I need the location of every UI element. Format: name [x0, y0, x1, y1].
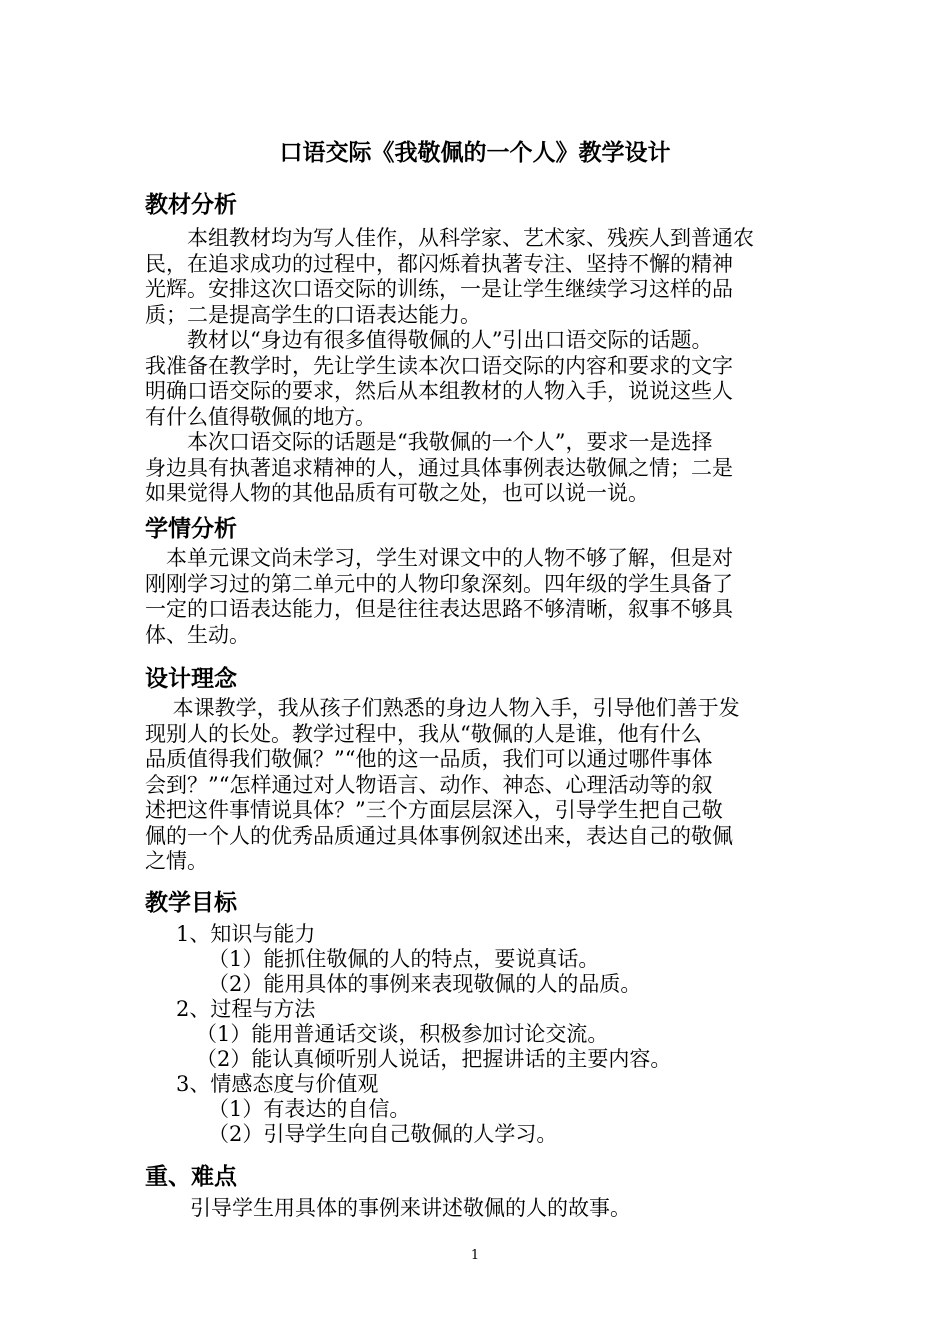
text-line: 之情。: [145, 849, 208, 873]
text-line: 刚刚学习过的第二单元中的人物印象深刻。四年级的学生具备了: [145, 571, 733, 596]
text-line: 身边具有执著追求精神的人，通过具体事例表达敬佩之情；二是: [145, 455, 733, 480]
goal-2b: （2）能认真倾听别人说话，把握讲话的主要内容。: [196, 1047, 672, 1071]
text-line: 我准备在教学时，先让学生读本次口语交际的内容和要求的文字: [145, 353, 733, 378]
text-line: 本课教学，我从孩子们熟悉的身边人物入手，引导他们善于发: [145, 696, 740, 720]
goal-2a: （1）能用普通话交谈，积极参加讨论交流。: [196, 1022, 609, 1046]
text-line: 本组教材均为写人佳作，从科学家、艺术家、残疾人到普通农: [145, 226, 754, 250]
goal-2: 2、过程与方法: [176, 997, 316, 1021]
goal-1a: （1）能抓住敬佩的人的特点，要说真话。: [208, 947, 600, 971]
text-line: 光辉。安排这次口语交际的训练，一是让学生继续学习这样的品: [145, 277, 733, 301]
text-line: 会到？”“怎样通过对人物语言、动作、神态、心理活动等的叙: [145, 772, 713, 797]
goal-3a: （1）有表达的自信。: [208, 1097, 411, 1121]
materials-paragraph-1: [145, 226, 807, 328]
text-line: 有什么值得敬佩的地方。: [145, 404, 376, 429]
text-line: 述把这件事情说具体？”三个方面层层深入，引导学生把自己敬: [145, 798, 723, 822]
keypoints-paragraph: 引导学生用具体的事例来讲述敬佩的人的故事。: [190, 1196, 631, 1220]
text-line: 佩的一个人的优秀品质通过具体事例叙述出来，表达自己的敬佩: [145, 823, 733, 848]
materials-paragraph-2: [145, 328, 807, 430]
page-number: 1: [470, 1248, 480, 1263]
heading-keypoints: 重、难点: [145, 1164, 237, 1190]
goal-3b: （2）引导学生向自己敬佩的人学习。: [208, 1122, 558, 1146]
text-line: 一定的口语表达能力，但是往往表达思路不够清晰，叙事不够具: [145, 597, 733, 621]
text-line: 本单元课文尚未学习，学生对课文中的人物不够了解，但是对: [145, 546, 733, 570]
heading-concept: 设计理念: [145, 666, 237, 692]
text-line: 明确口语交际的要求，然后从本组教材的人物入手，说说这些人: [145, 379, 733, 403]
concept-paragraph: [145, 696, 807, 875]
goal-1: 1、知识与能力: [176, 922, 316, 946]
text-line: 品质值得我们敬佩？”“他的这一品质，我们可以通过哪件事体: [145, 747, 713, 771]
materials-paragraph-3: [145, 430, 807, 507]
heading-goals: 教学目标: [145, 890, 237, 916]
text-line: 质；二是提高学生的口语表达能力。: [145, 302, 481, 327]
text-line: 民，在追求成功的过程中，都闪烁着执著专注、坚持不懈的精神: [145, 251, 733, 276]
document-title: 口语交际《我敬佩的一个人》教学设计: [279, 140, 671, 166]
text-line: 如果觉得人物的其他品质有可敬之处，也可以说一说。: [145, 481, 649, 505]
text-line: 体、生动。: [145, 622, 250, 647]
goal-1b: （2）能用具体的事例来表现敬佩的人的品质。: [208, 972, 642, 996]
heading-materials: 教材分析: [145, 192, 237, 218]
text-line: 现别人的长处。教学过程中，我从“敬佩的人是谁，他有什么: [145, 721, 702, 746]
students-paragraph: [145, 546, 807, 648]
text-line: 教材以“身边有很多值得敬佩的人”引出口语交际的话题。: [145, 328, 713, 352]
text-line: 本次口语交际的话题是“我敬佩的一个人”，要求一是选择: [145, 430, 713, 454]
heading-students: 学情分析: [145, 516, 237, 542]
goal-3: 3、情感态度与价值观: [176, 1072, 379, 1096]
